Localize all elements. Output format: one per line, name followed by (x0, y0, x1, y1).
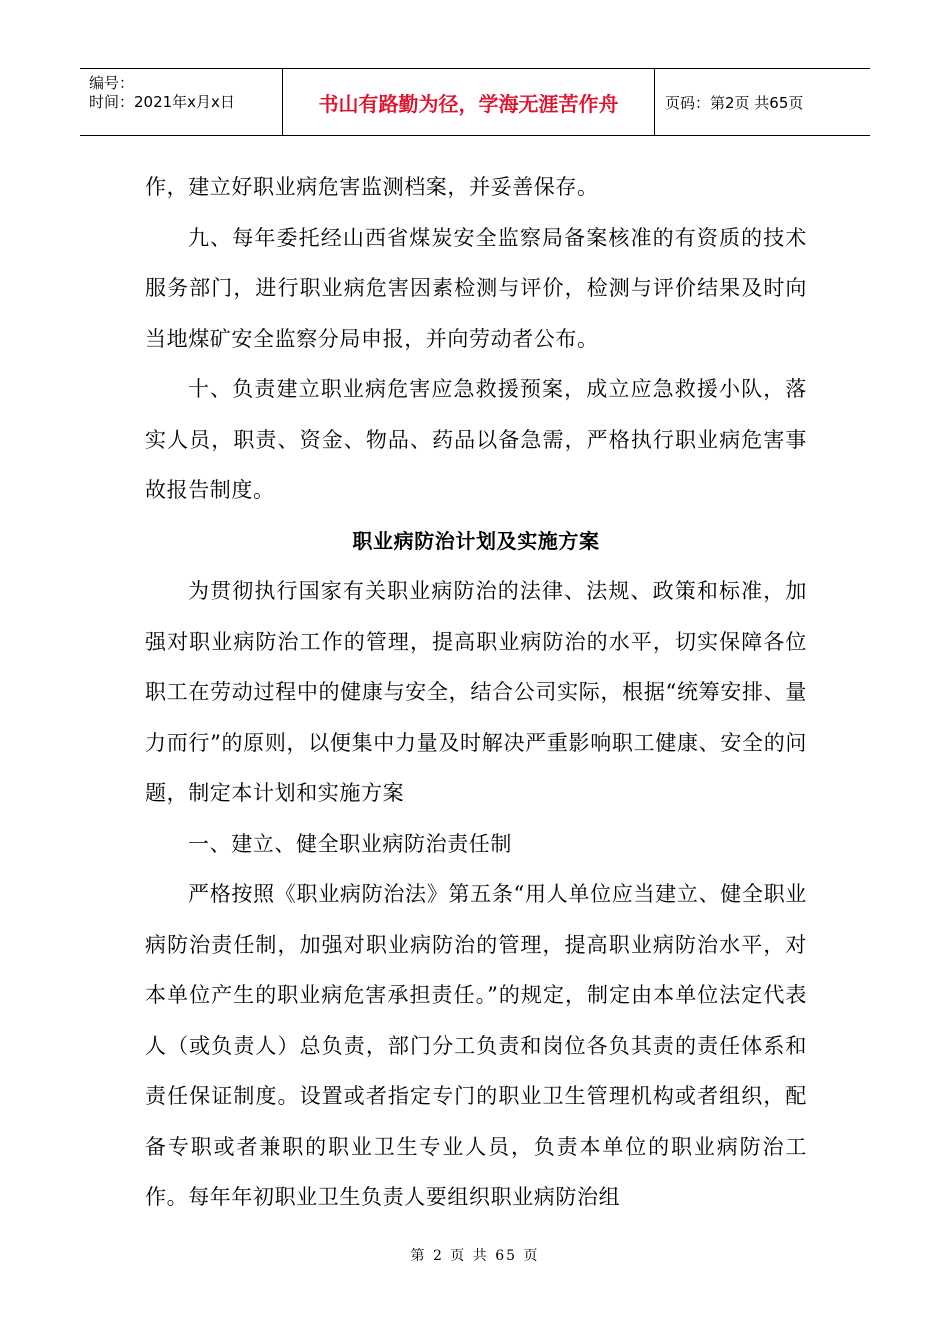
header-motto: 书山有路勤为径，学海无涯苦作舟 (318, 91, 619, 116)
paragraph: 九、每年委托经山西省煤炭安全监察局备案核准的有资质的技术服务部门，进行职业病危害因素检测与评价，检测与评价结果及时向当地煤矿安全监察分局申报，并向劳动者公布。 (145, 225, 807, 351)
time-label: 时间：2021年x月x日 (89, 93, 235, 111)
document-body (145, 162, 807, 1223)
page-footer: 第 2 页 共 65 页 (410, 1248, 540, 1264)
section-heading: 职业病防治计划及实施方案 (352, 528, 600, 553)
paragraph: 为贯彻执行国家有关职业病防治的法律、法规、政策和标准，加强对职业病防治工作的管理，提高职业病防治的水平，切实保障各位职工在劳动过程中的健康与安全，结合公司实际，根据“统筹安排、量力而行”的原则，以便集中力量及时解决严重影响职工健康、安全的问题，制定本计划和实施方案 (145, 579, 807, 805)
header-divider (654, 69, 655, 135)
header-page-info: 页码：第2页 共65页 (665, 93, 804, 112)
paragraph: 一、建立、健全职业病防治责任制 (188, 831, 512, 856)
document-header (80, 68, 870, 136)
number-label: 编号： (89, 74, 135, 92)
paragraph: 十、负责建立职业病危害应急救援预案，成立应急救援小队，落实人员，职责、资金、物品、药品以备急需，严格执行职业病危害事故报告制度。 (145, 377, 807, 502)
header-meta (80, 69, 282, 135)
paragraph: 作，建立好职业病危害监测档案，并妥善保存。 (145, 175, 599, 199)
paragraph: 严格按照《职业病防治法》第五条“用人单位应当建立、健全职业病防治责任制，加强对职业病防治的管理，提高职业病防治水平，对本单位产生的职业病危害承担责任。”的规定，制定由本单位法定代表人（或负责人）总负责，部门分工负责和岗位各负其责的责任体系和责任保证制度。设置或者指定专门的职业卫生管理机构或者组织，配备专职或者兼职的职业卫生专业人员，负责本单位的职业病防治工作。每年年初职业卫生负责人要组织职业病防治组 (145, 882, 807, 1209)
